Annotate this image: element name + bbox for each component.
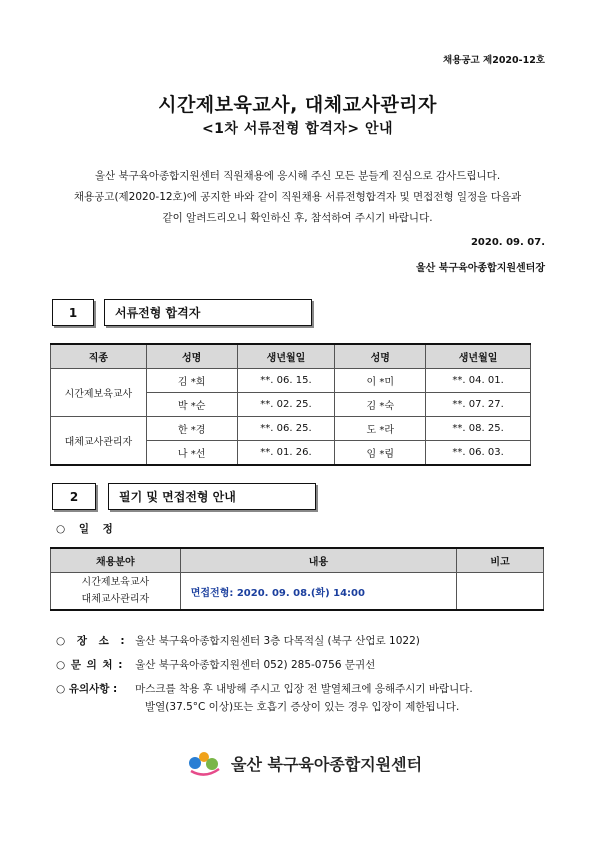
notice-number: 채용공고 제2020-12호 — [443, 55, 545, 66]
contact-row — [56, 653, 375, 672]
section2-number: 2 — [52, 483, 96, 510]
field-line: 대체교사관리자 — [81, 594, 150, 605]
col-header-birth: 생년월일 — [237, 344, 335, 369]
place-value: 울산 북구육아종합지원센터 3층 다목적실 (북구 산업로 1022) — [135, 635, 420, 647]
page-subtitle: <1차 서류전형 합격자> 안내 — [201, 121, 394, 137]
content-cell: 면접전형: 2020. 09. 08.(화) 14:00 — [180, 573, 456, 611]
section2-title: 필기 및 면접전형 안내 — [108, 483, 316, 510]
name-cell: 김 *희 — [146, 369, 237, 393]
section1-number: 1 — [52, 299, 94, 326]
center-logo-icon — [187, 749, 223, 777]
field-line: 시간제보육교사 — [81, 577, 150, 588]
contact-value: 울산 북구육아종합지원센터 052) 285-0756 문귀선 — [135, 659, 376, 671]
schedule-label: ○ 일 정 — [56, 523, 118, 535]
caution-row — [56, 677, 473, 696]
col-header-name: 성명 — [335, 344, 426, 369]
col-header-note: 비고 — [457, 548, 544, 573]
intro-line: 같이 알려드리오니 확인하신 후, 참석하여 주시기 바랍니다. — [162, 212, 433, 224]
name-cell: 박 *순 — [146, 393, 237, 417]
place-row — [56, 629, 420, 648]
name-cell: 이 *미 — [335, 369, 426, 393]
birth-cell: **. 06. 25. — [237, 417, 335, 441]
birth-cell: **. 06. 03. — [426, 441, 531, 466]
issuing-organization: 울산 북구육아종합지원센터장 — [415, 263, 545, 274]
birth-cell: **. 07. 27. — [426, 393, 531, 417]
birth-cell: **. 08. 25. — [426, 417, 531, 441]
schedule-table — [50, 547, 544, 611]
job-category-cell: 대체교사관리자 — [51, 417, 147, 466]
birth-cell: **. 06. 15. — [237, 369, 335, 393]
name-cell: 한 *경 — [146, 417, 237, 441]
table-row — [51, 573, 544, 611]
birth-cell: **. 02. 25. — [237, 393, 335, 417]
caution-label: ○ 유의사항 : — [56, 683, 118, 695]
birth-cell: **. 04. 01. — [426, 369, 531, 393]
name-cell: 김 *숙 — [335, 393, 426, 417]
document-pass-table — [50, 343, 531, 466]
table-header-row — [51, 344, 531, 369]
birth-cell: **. 01. 26. — [237, 441, 335, 466]
caution-line-1: 마스크를 착용 후 내방해 주시고 입장 전 발열체크에 응해주시기 바랍니다. — [135, 683, 473, 695]
field-cell — [51, 573, 181, 611]
intro-line: 채용공고(제2020-12호)에 공지한 바와 같이 직원채용 서류전형합격자 및 면접전형 일정을 다음과 — [73, 191, 522, 203]
page-title: 시간제보육교사, 대체교사관리자 — [158, 94, 437, 116]
col-header-job: 직종 — [51, 344, 147, 369]
intro-line: 울산 북구육아종합지원센터 직원채용에 응시해 주신 모든 분들게 진심으로 감사드립니다. — [94, 170, 501, 182]
intro-paragraph — [40, 166, 555, 229]
note-cell — [457, 573, 544, 611]
footer-logo — [187, 749, 422, 777]
place-label: ○ 장 소 : — [56, 635, 129, 647]
col-header-field: 채용분야 — [51, 548, 181, 573]
name-cell: 도 *라 — [335, 417, 426, 441]
col-header-content: 내용 — [180, 548, 456, 573]
name-cell: 나 *선 — [146, 441, 237, 466]
notice-date: 2020. 09. 07. — [470, 237, 545, 248]
footer-logo-text: 울산 북구육아종합지원센터 — [231, 754, 423, 774]
job-category-cell: 시간제보육교사 — [51, 369, 147, 417]
table-row — [51, 369, 531, 393]
col-header-birth: 생년월일 — [426, 344, 531, 369]
table-row — [51, 417, 531, 441]
contact-label: ○ 문 의 처 : — [56, 659, 124, 671]
col-header-name: 성명 — [146, 344, 237, 369]
table-header-row — [51, 548, 544, 573]
section1-title: 서류전형 합격자 — [104, 299, 312, 326]
name-cell: 임 *림 — [335, 441, 426, 466]
caution-line-2: 발열(37.5°C 이상)또는 호흡기 증상이 있는 경우 입장이 제한됩니다. — [145, 701, 460, 713]
